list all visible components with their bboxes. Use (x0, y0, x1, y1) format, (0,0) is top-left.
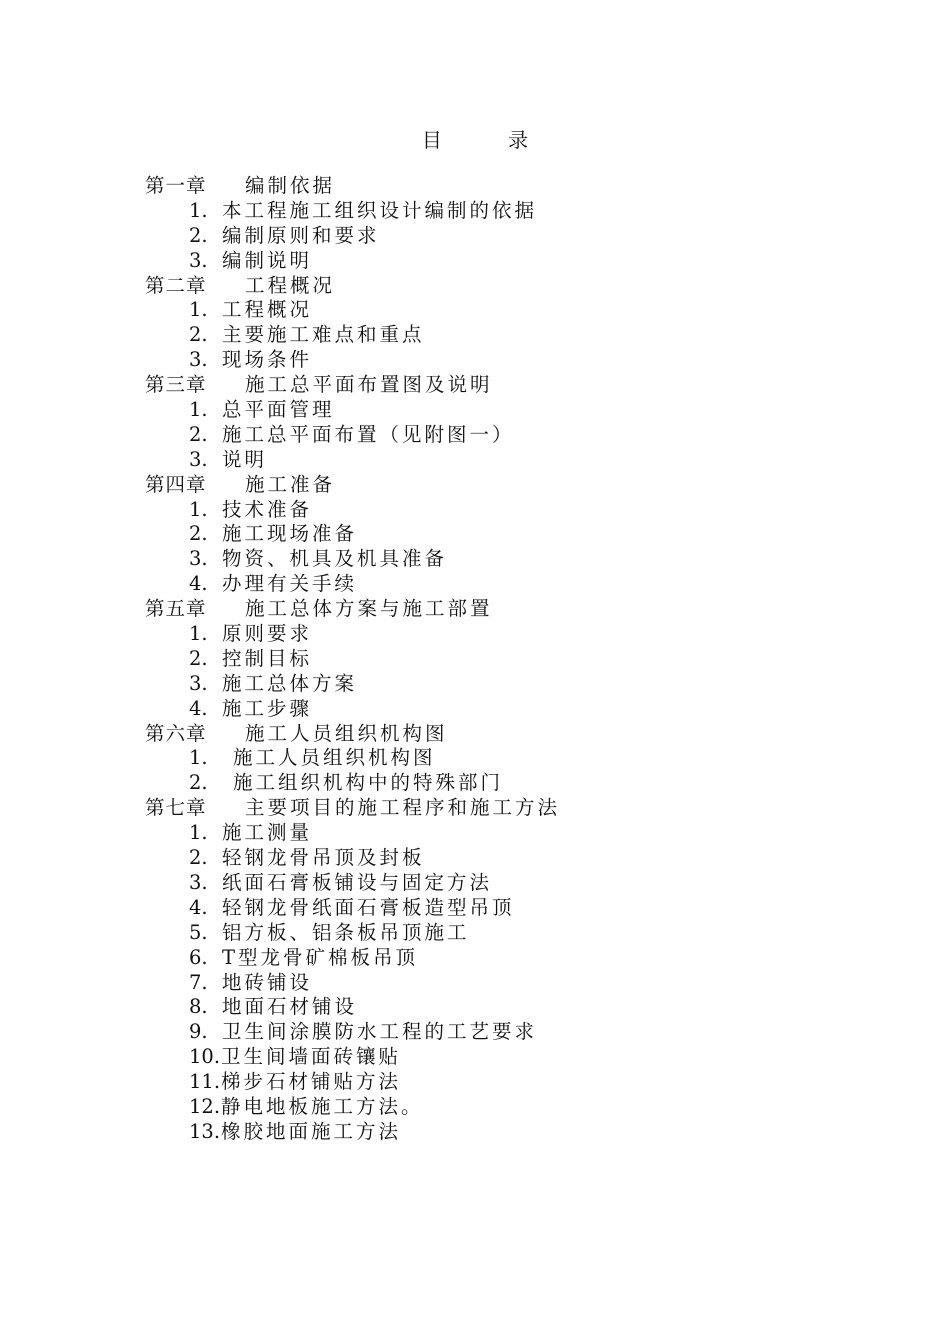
item-number: 12. (189, 1094, 221, 1118)
toc-item[interactable] (145, 672, 845, 697)
item-number: 1. (189, 497, 208, 521)
item-text: 轻钢龙骨吊顶及封板 (222, 846, 425, 870)
chapter-heading[interactable] (145, 174, 845, 199)
item-number: 1. (189, 398, 208, 422)
item-text: 施工总平面布置（见附图一） (222, 422, 515, 446)
toc-item[interactable] (145, 547, 845, 572)
item-text: 施工组织机构中的特殊部门 (233, 771, 504, 795)
item-number: 3. (189, 348, 208, 372)
chapter-title: 工程概况 (245, 273, 336, 297)
toc-item[interactable] (145, 224, 845, 249)
toc-item[interactable] (145, 298, 845, 323)
item-text: 控制目标 (222, 646, 313, 670)
item-number: 2. (189, 771, 208, 795)
item-number: 4. (189, 895, 208, 919)
item-number: 8. (189, 995, 208, 1019)
item-number: 1. (189, 198, 208, 222)
chapter-title: 施工总体方案与施工部置 (245, 597, 493, 621)
item-number: 3. (189, 248, 208, 272)
item-text: 工程概况 (222, 298, 313, 322)
item-text: 施工现场准备 (222, 522, 358, 546)
toc-item[interactable] (145, 1070, 845, 1095)
toc-item[interactable] (145, 622, 845, 647)
chapter-label: 第三章 (145, 373, 207, 397)
item-number: 13. (189, 1119, 221, 1143)
toc-item[interactable] (145, 448, 845, 473)
item-number: 4. (189, 572, 208, 596)
item-text: 编制原则和要求 (222, 223, 380, 247)
item-text: 地砖铺设 (222, 970, 313, 994)
item-number: 2. (189, 422, 208, 446)
toc-item[interactable] (145, 921, 845, 946)
toc-item[interactable] (145, 398, 845, 423)
chapter-label: 第六章 (145, 721, 207, 745)
item-text: 梯步石材铺贴方法 (221, 1070, 402, 1094)
item-number: 1. (189, 622, 208, 646)
chapter-title: 施工人员组织机构图 (245, 721, 448, 745)
item-number: 3. (189, 870, 208, 894)
toc-item[interactable] (145, 199, 845, 224)
item-number: 2. (189, 522, 208, 546)
toc-item[interactable] (145, 946, 845, 971)
chapter-title: 施工总平面布置图及说明 (245, 373, 493, 397)
chapter-label: 第一章 (145, 174, 207, 197)
chapter-heading[interactable] (145, 274, 845, 299)
item-number: 5. (189, 920, 208, 944)
item-text: 轻钢龙骨纸面石膏板造型吊顶 (222, 895, 515, 919)
item-text: 施工人员组织机构图 (233, 746, 436, 770)
item-number: 2. (189, 223, 208, 247)
toc-item[interactable] (145, 249, 845, 274)
item-number: 9. (189, 1020, 208, 1044)
table-of-contents (145, 174, 845, 1145)
item-text: 铝方板、铝条板吊顶施工 (222, 920, 470, 944)
item-text: 卫生间涂膜防水工程的工艺要求 (222, 1020, 538, 1044)
item-text: 主要施工难点和重点 (222, 323, 425, 347)
item-text: 施工测量 (222, 821, 313, 845)
item-text: 物资、机具及机具准备 (222, 547, 448, 571)
toc-item[interactable] (145, 1045, 845, 1070)
chapter-label: 第四章 (145, 472, 207, 496)
toc-item[interactable] (145, 348, 845, 373)
toc-item[interactable] (145, 423, 845, 448)
item-number: 10. (189, 1045, 221, 1069)
item-number: 3. (189, 671, 208, 695)
chapter-heading[interactable] (145, 473, 845, 498)
item-number: 1. (189, 821, 208, 845)
item-text: 施工总体方案 (222, 671, 358, 695)
item-text: 本工程施工组织设计编制的依据 (222, 198, 538, 222)
item-number: 7. (189, 970, 208, 994)
toc-item[interactable] (145, 697, 845, 722)
chapter-title: 主要项目的施工程序和施工方法 (245, 796, 561, 820)
item-text: 纸面石膏板铺设与固定方法 (222, 870, 493, 894)
toc-item[interactable] (145, 746, 845, 771)
page-title: 目 录 (421, 128, 559, 152)
toc-item[interactable] (145, 995, 845, 1020)
item-text: 办理有关手续 (222, 572, 358, 596)
item-text: 施工步骤 (222, 696, 313, 720)
item-text: 总平面管理 (222, 398, 335, 422)
toc-item[interactable] (145, 846, 845, 871)
item-number: 1. (189, 298, 208, 322)
item-text: 说明 (222, 447, 268, 471)
toc-item[interactable] (145, 522, 845, 547)
item-number: 2. (189, 646, 208, 670)
item-number: 2. (189, 323, 208, 347)
item-text: 地面石材铺设 (222, 995, 358, 1019)
item-number: 11. (189, 1070, 221, 1094)
item-text: 现场条件 (222, 348, 313, 372)
chapter-heading[interactable] (145, 373, 845, 398)
toc-item[interactable] (145, 498, 845, 523)
toc-item[interactable] (145, 896, 845, 921)
item-text: T型龙骨矿棉板吊顶 (222, 945, 419, 969)
item-number: 6. (189, 945, 208, 969)
toc-item[interactable] (145, 821, 845, 846)
item-text: 技术准备 (222, 497, 313, 521)
chapter-title: 编制依据 (245, 174, 336, 197)
chapter-label: 第五章 (145, 597, 207, 621)
item-text: 橡胶地面施工方法 (221, 1119, 402, 1143)
toc-item[interactable] (145, 647, 845, 672)
toc-item[interactable] (145, 1095, 845, 1120)
chapter-title: 施工准备 (245, 472, 336, 496)
item-number: 4. (189, 696, 208, 720)
item-text: 原则要求 (222, 622, 313, 646)
item-text: 卫生间墙面砖镶贴 (221, 1045, 402, 1069)
toc-item[interactable] (145, 871, 845, 896)
toc-item[interactable] (145, 1020, 845, 1045)
toc-item[interactable] (145, 771, 845, 796)
toc-item[interactable] (145, 572, 845, 597)
item-number: 3. (189, 547, 208, 571)
chapter-heading[interactable] (145, 722, 845, 747)
item-number: 3. (189, 447, 208, 471)
item-text: 静电地板施工方法。 (221, 1094, 424, 1118)
item-text: 编制说明 (222, 248, 313, 272)
item-number: 2. (189, 846, 208, 870)
item-number: 1. (189, 746, 208, 770)
chapter-label: 第二章 (145, 273, 207, 297)
toc-item[interactable] (145, 971, 845, 996)
chapter-heading[interactable] (145, 597, 845, 622)
chapter-heading[interactable] (145, 796, 845, 821)
toc-item[interactable] (145, 1120, 845, 1145)
toc-item[interactable] (145, 323, 845, 348)
chapter-label: 第七章 (145, 796, 207, 820)
